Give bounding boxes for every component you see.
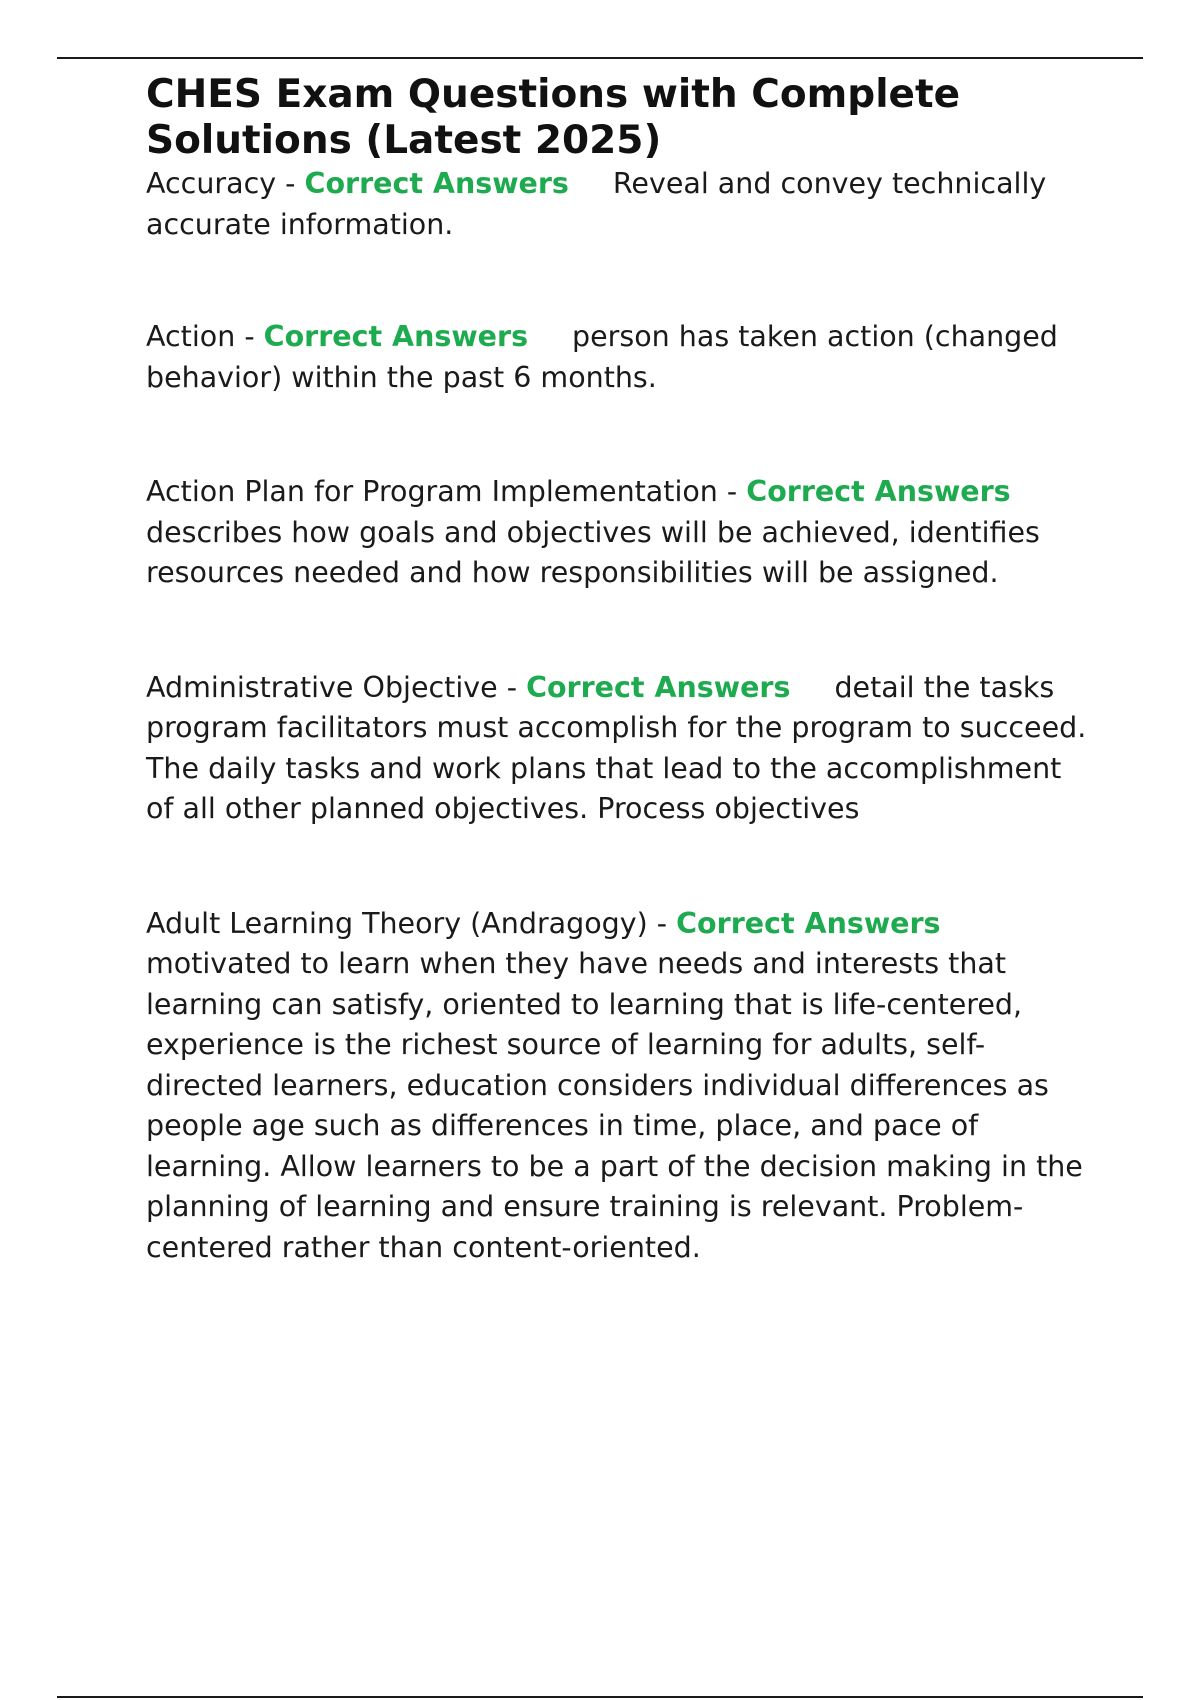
correct-answers-label: Correct Answers [263, 320, 529, 353]
entry-separator: - [497, 670, 527, 704]
entry-separator: - [235, 320, 264, 353]
entry-term: Adult Learning Theory (Andragogy) [146, 906, 648, 940]
top-rule [57, 57, 1143, 59]
entry-separator: - [647, 906, 677, 940]
entry-definition: person has taken action (changed behavior) within the past 6 months. [146, 320, 1058, 394]
correct-answers-label: Correct Answers [746, 475, 1011, 508]
correct-answers-label: Correct Answers [676, 906, 941, 940]
entry-term: Accuracy [146, 167, 277, 200]
entry-accuracy [146, 164, 1096, 245]
correct-answers-label: Correct Answers [526, 670, 791, 704]
entry-action [146, 317, 1096, 398]
bottom-rule [57, 1696, 1143, 1698]
entry-term: Administrative Objective [146, 670, 498, 704]
entry-definition: detail the tasks program facilitators must accomplish for the program to succeed. The daily tasks and work plans that lead to the accomplishment of all other planned objectives. Process objectives [146, 670, 1087, 825]
document-title: CHES Exam Questions with Complete Solutions (Latest 2025) [146, 72, 961, 163]
entry-definition: describes how goals and objectives will be achieved, identifies resources needed and how responsibilities will be assigned. [146, 515, 1040, 589]
correct-answers-label: Correct Answers [304, 167, 569, 200]
entry-separator: - [276, 167, 305, 200]
document-body [146, 72, 1096, 1268]
entry-term: Action [146, 320, 236, 353]
entry-definition: Reveal and convey technically accurate information. [146, 167, 1047, 241]
entry-adult-learning-theory [146, 904, 1096, 1269]
entry-term: Action Plan for Program Implementation [146, 475, 718, 508]
entry-separator: - [717, 475, 747, 508]
entry-action-plan [146, 472, 1096, 594]
entry-definition: motivated to learn when they have needs and interests that learning can satisfy, oriented to learning that is life-centered, experience is the richest source of learning for adults, self-directed learners, education considers individual differences as people age such as differences in time, place, and pace of learning. Allow learners to be a part of the decision making in the planning of learning and ensure training is relevant. Problem-centered rather than content-oriented. [146, 947, 1083, 1264]
entry-administrative-objective [146, 668, 1096, 830]
